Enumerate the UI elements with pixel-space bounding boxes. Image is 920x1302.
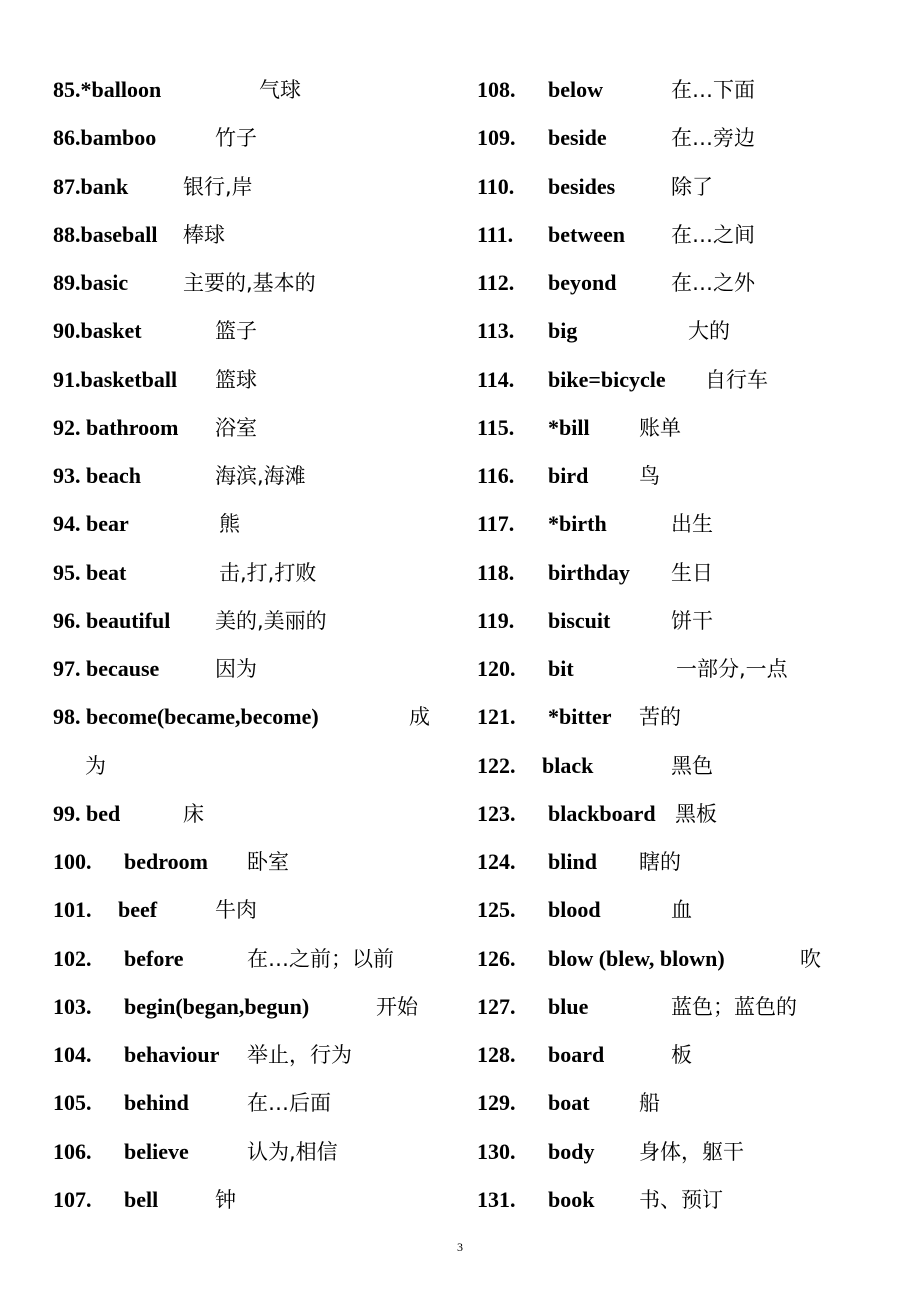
entry-word: before [124,945,184,971]
list-item [477,935,897,983]
entry-meaning: 海滨,海滩 [215,464,306,488]
list-item [53,645,453,693]
entry-word: black [542,752,594,778]
entry-number: 128. [477,1042,516,1067]
entry-number: 103. [53,993,92,1019]
list-item [53,259,453,307]
entry-meaning: 床 [183,801,204,826]
entry-word: blackboard [548,800,656,826]
list-item [53,1079,453,1127]
entry-meaning: 苦的 [639,705,681,730]
entry-meaning: 卧室 [247,850,289,874]
entry-meaning: 美的,美丽的 [215,608,327,633]
entry-meaning: 在…下面 [671,78,755,102]
entry-meaning: 瞎的 [639,850,681,874]
entry-meaning: 击,打,打败 [219,560,317,585]
entry-number: 100. [53,849,92,874]
entry-word: 93. beach [53,463,141,488]
list-item [53,935,453,983]
entry-number: 122. [477,752,516,778]
entry-word: board [548,1042,605,1067]
entry-meaning: 板 [671,1043,692,1067]
entry-meaning: 船 [639,1091,660,1116]
entry-word: 95. beat [53,559,127,585]
entry-meaning: 认为,相信 [247,1139,338,1164]
entry-continuation: 为 [85,753,106,778]
entry-meaning: 竹子 [215,126,257,151]
entry-meaning: 血 [671,898,692,923]
list-item [477,549,897,597]
entry-meaning: 浴室 [215,415,257,440]
list-item [477,66,897,114]
list-item [53,1176,453,1224]
entry-word: between [548,221,625,247]
list-item [477,742,897,790]
entry-number: 127. [477,993,516,1019]
entry-number: 105. [53,1090,92,1116]
list-item [477,163,897,211]
entry-number: 124. [477,849,516,874]
entry-meaning: 出生 [671,512,713,537]
list-item [477,1128,897,1176]
entry-meaning: 黑板 [675,801,717,826]
list-item [477,838,897,886]
entry-word: blow (blew, blown) [548,945,725,971]
entry-word: blind [548,849,597,874]
entry-word: 92. bathroom [53,414,179,440]
list-item [477,452,897,500]
entry-number: 129. [477,1090,516,1116]
list-item [53,549,453,597]
entry-meaning: 黑色 [671,753,713,778]
entry-number: 109. [477,125,516,151]
entry-number: 117. [477,511,515,537]
entry-word: bell [124,1186,159,1212]
entry-word: below [548,77,603,102]
entry-word: 89.basic [53,270,129,295]
entry-number: 126. [477,945,516,971]
entry-meaning: 在…之外 [671,271,755,295]
entry-word: blue [548,993,589,1019]
list-item [477,983,897,1031]
list-item [477,500,897,548]
entry-word: *bitter [548,704,612,730]
entry-meaning: 银行,岸 [183,174,253,199]
entry-word: bird [548,463,589,488]
entry-meaning: 熊 [219,512,240,537]
list-item [53,693,453,741]
right-column [477,66,897,1224]
entry-word: besides [548,173,616,199]
list-item [477,790,897,838]
entry-number: 125. [477,897,516,923]
list-item [53,500,453,548]
entry-meaning: 一部分,一点 [676,657,788,681]
entry-word: 99. bed [53,800,121,826]
entry-meaning: 书、预订 [639,1187,723,1212]
list-item [53,1031,453,1079]
entry-number: 101. [53,897,92,923]
entry-number: 130. [477,1138,516,1164]
entry-meaning: 篮球 [215,367,257,392]
list-item [477,886,897,934]
entry-word: 98. become(became,become) [53,704,319,730]
entry-number: 108. [477,77,516,102]
list-item [53,211,453,259]
entry-word: 88.baseball [53,221,158,247]
entry-meaning: 在…后面 [247,1091,331,1116]
entry-word: begin(began,begun) [124,993,310,1019]
entry-word: book [548,1186,595,1212]
entry-word: *bill [548,414,590,440]
list-item [53,66,453,114]
entry-word: bike=bicycle [548,366,666,392]
entry-number: 116. [477,463,515,488]
entry-meaning: 在…之间 [671,222,755,247]
entry-word: 96. beautiful [53,607,171,633]
entry-word: bedroom [124,849,208,874]
entry-meaning: 除了 [671,174,713,199]
list-item [477,1176,897,1224]
entry-meaning: 主要的,基本的 [183,271,316,295]
entry-word: believe [124,1138,189,1164]
entry-number: 106. [53,1138,92,1164]
list-item [477,1031,897,1079]
entry-meaning: 牛肉 [215,898,257,923]
list-item [53,1128,453,1176]
entry-meaning: 开始 [376,994,418,1019]
entry-word: 90.basket [53,318,142,344]
entry-number: 121. [477,704,516,730]
entry-number: 123. [477,800,516,826]
list-item [53,452,453,500]
entry-meaning: 棒球 [183,222,225,247]
entry-number: 131. [477,1186,516,1212]
list-item [477,307,897,355]
entry-word: beside [548,125,607,151]
entry-word: big [548,318,578,344]
list-item [53,886,453,934]
list-item [477,259,897,307]
list-item [477,404,897,452]
entry-word: 85.*balloon [53,77,162,102]
list-item [477,211,897,259]
entry-meaning: 饼干 [671,608,713,633]
entry-meaning: 大的 [688,319,730,344]
entry-word: body [548,1138,595,1164]
page-number: 3 [457,1240,463,1254]
entry-number: 119. [477,607,515,633]
entry-number: 104. [53,1042,92,1067]
entry-word: behaviour [124,1042,220,1067]
list-item [477,693,897,741]
entry-number: 118. [477,559,515,585]
entry-word: beef [118,897,158,923]
entry-meaning: 在…之前；以前 [247,946,394,971]
list-item [53,838,453,886]
list-item [53,597,453,645]
list-item [53,163,453,211]
entry-meaning: 因为 [215,657,257,681]
entry-meaning: 成 [409,705,430,730]
entry-number: 113. [477,318,515,344]
list-item [477,356,897,404]
list-item [53,790,453,838]
entry-word: 91.basketball [53,366,178,392]
entry-meaning: 举止，行为 [247,1043,352,1067]
list-item [53,114,453,162]
list-item [477,597,897,645]
entry-meaning: 蓝色；蓝色的 [671,994,797,1019]
entry-word: beyond [548,270,617,295]
entry-word: *birth [548,511,607,537]
entry-word: bit [548,656,574,681]
entry-meaning: 吹 [800,946,821,971]
list-item [477,645,897,693]
entry-number: 115. [477,414,515,440]
entry-word: biscuit [548,607,611,633]
entry-word: behind [124,1090,189,1116]
entry-word: 97. because [53,656,160,681]
entry-meaning: 自行车 [705,367,768,392]
entry-word: birthday [548,559,630,585]
entry-meaning: 账单 [639,415,681,440]
entry-word: 86.bamboo [53,125,157,151]
list-item [53,404,453,452]
entry-word: boat [548,1090,590,1116]
entry-number: 107. [53,1186,92,1212]
list-item [53,983,453,1031]
entry-number: 114. [477,366,515,392]
left-column [53,66,453,1224]
list-item [477,1079,897,1127]
entry-meaning: 钟 [215,1187,236,1212]
entry-number: 102. [53,945,92,971]
entry-word: blood [548,897,601,923]
entry-word: 94. bear [53,511,129,537]
entry-meaning: 气球 [259,78,301,102]
entry-meaning: 鸟 [639,464,660,488]
entry-number: 111. [477,221,514,247]
entry-meaning: 篮子 [215,319,257,344]
entry-meaning: 在…旁边 [671,126,755,151]
entry-number: 110. [477,173,515,199]
list-item [53,307,453,355]
entry-word: 87.bank [53,173,129,199]
entry-meaning: 身体，躯干 [639,1139,744,1164]
entry-number: 112. [477,270,515,295]
entry-meaning: 生日 [671,560,713,585]
entry-number: 120. [477,656,516,681]
list-item [477,114,897,162]
list-item [53,356,453,404]
